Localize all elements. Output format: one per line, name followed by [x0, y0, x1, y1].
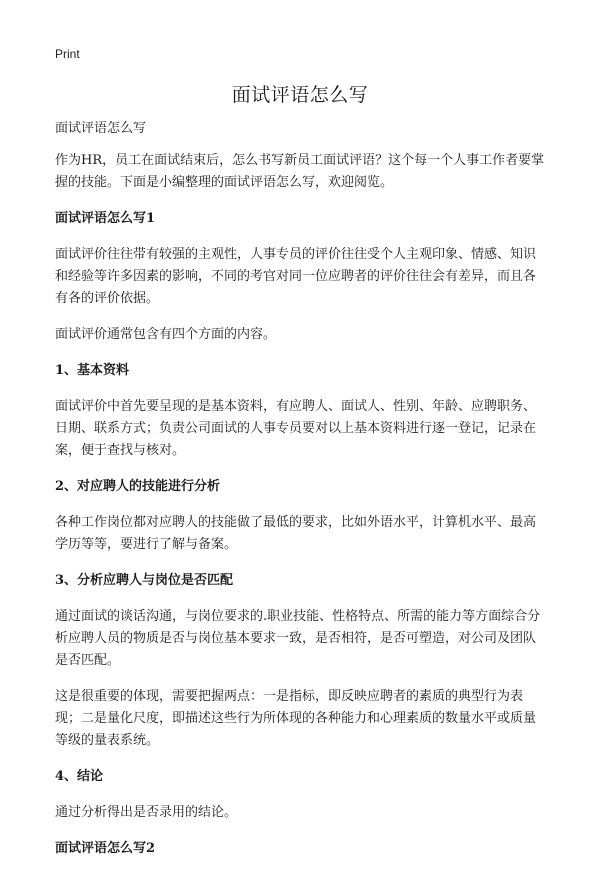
paragraph: 面试评价通常包含有四个方面的内容。 [55, 327, 277, 342]
page-title: 面试评语怎么写 [231, 84, 369, 106]
paragraph: 通过分析得出是否录用的结论。 [55, 805, 238, 820]
paragraph-intro: 作为HR，员工在面试结束后，怎么书写新员工面试评语？这个每一个人事工作者要掌握的技能。下面是小编整理的面试评语怎么写，欢迎阅览。 [55, 153, 545, 190]
paragraph: 这是很重要的体现，需要把握两点：一是指标，即反映应聘者的素质的典型行为表现；二是量化尺度，即描述这些行为所体现的各种能力和心理素质的数量水平或质量等级的量表系统。 [55, 689, 537, 748]
print-label[interactable]: Print [55, 47, 80, 61]
paragraph: 面试评价中首先要呈现的是基本资料，有应聘人、面试人、性别、年龄、应聘职务、日期、联系方式；负责公司面试的人事专员要对以上基本资料进行逐一登记，记录在案，便于查找与核对。 [55, 399, 537, 458]
section-heading-match: 3、分析应聘人与岗位是否匹配 [55, 573, 234, 588]
paragraph: 面试评价往往带有较强的主观性，人事专员的评价往往受个人主观印象、情感、知识和经验等许多因素的影响，不同的考官对同一位应聘者的评价往往会有差异，而且各有各的评价依据。 [55, 247, 537, 306]
paragraph: 通过面试的谈话沟通，与岗位要求的.职业技能、性格特点、所需的能力等方面综合分析应聘人员的物质是否与岗位基本要求一致，是否相符，是否可塑造，对公司及团队是否匹配。 [55, 609, 541, 668]
document-body [55, 118, 547, 874]
section-heading-1: 面试评语怎么写1 [55, 211, 156, 226]
section-heading-conclusion: 4、结论 [55, 769, 104, 784]
section-heading-2: 面试评语怎么写2 [55, 841, 156, 856]
section-heading-skills: 2、对应聘人的技能进行分析 [55, 479, 221, 494]
section-heading-basic-info: 1、基本资料 [55, 363, 130, 378]
document-subtitle: 面试评语怎么写 [55, 121, 147, 136]
paragraph: 各种工作岗位都对应聘人的技能做了最低的要求，比如外语水平，计算机水平、最高学历等等，要进行了解与备案。 [55, 515, 537, 552]
